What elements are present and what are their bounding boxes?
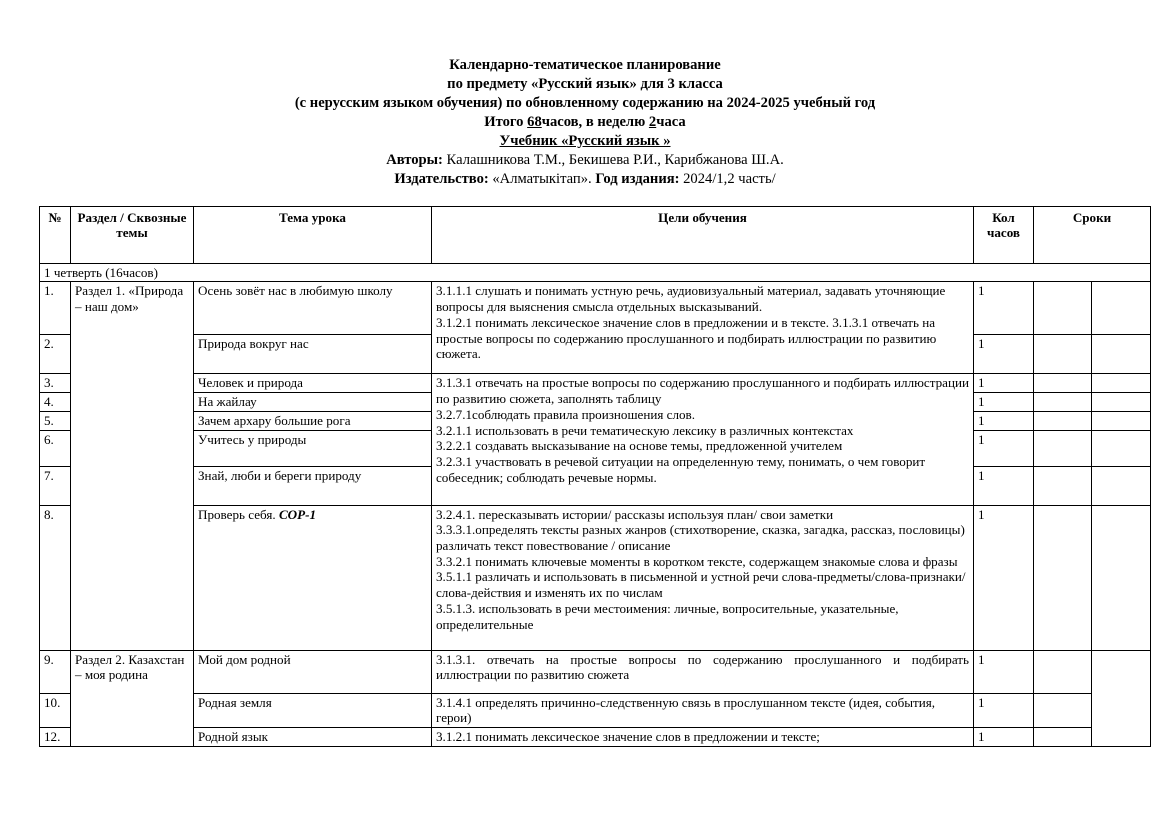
date-cell-start[interactable] [1034,335,1092,374]
weekly-hours-value: 2 [648,113,657,130]
hours-cell: 1 [974,466,1034,505]
hours-cell: 1 [974,650,1034,693]
theme-cell: На жайлау [194,393,432,412]
table-row[interactable] [40,282,1151,335]
hours-cell: 1 [974,505,1034,650]
date-cell-start[interactable] [1034,374,1092,393]
row-number: 7. [40,466,71,505]
table-row[interactable] [40,374,1151,393]
goals-cell-4: 3.1.3.1. отвечать на простые вопросы по содержанию прослушанного и подбирать иллюстрации по развитию сюжета [432,650,974,693]
quarter-banner: 1 четверть (16часов) [40,263,1151,282]
table-header-row [40,206,1151,263]
row-number: 4. [40,393,71,412]
table-row[interactable] [40,505,1151,650]
hours-cell: 1 [974,374,1034,393]
weekly-hours-suffix: часа [656,113,686,130]
date-cell-start[interactable] [1034,282,1092,335]
theme-cell [194,505,432,650]
date-cell-start[interactable] [1034,728,1092,747]
theme-cell: Учитесь у природы [194,430,432,466]
hours-cell: 1 [974,411,1034,430]
title-line-3: (с нерусским языком обучения) по обновленному содержанию на 2024-2025 учебный год [294,94,876,111]
hours-cell: 1 [974,728,1034,747]
date-cell-end[interactable] [1092,430,1151,466]
title-line-textbook [0,132,1170,151]
date-cell-start[interactable] [1034,505,1092,650]
table-body [40,263,1151,746]
publisher-value: «Алматыкiтап». [488,170,596,187]
header-dates: Сроки [1034,206,1151,263]
hours-cell: 1 [974,430,1034,466]
hours-cell: 1 [974,335,1034,374]
theme-cell: Родной язык [194,728,432,747]
theme-cell: Зачем архару большие рога [194,411,432,430]
row-number: 1. [40,282,71,335]
theme-cell: Мой дом родной [194,650,432,693]
total-hours-mid: часов, в неделю [541,113,649,130]
publication-year-label: Год издания: [595,170,680,187]
document-title-block [0,0,1170,189]
title-line-2: по предмету «Русский язык» для 3 класса [447,75,723,92]
date-cell-end[interactable] [1092,374,1151,393]
total-hours-value: 68 [527,113,542,130]
assessment-label: СОР-1 [278,506,317,522]
date-cell-start[interactable] [1034,393,1092,412]
theme-cell: Осень зовёт нас в любимую школу [194,282,432,335]
date-cell-end[interactable] [1092,411,1151,430]
theme-text: Проверь себя. [198,506,279,522]
authors-label: Авторы: [386,151,443,168]
section-cell-1: Раздел 1. «Природа – наш дом» [71,282,194,650]
textbook-label: Учебник «Русский язык » [499,132,671,149]
date-cell-end[interactable] [1092,282,1151,335]
title-line-authors [0,151,1170,170]
planning-table-wrapper [39,206,1150,747]
hours-cell: 1 [974,393,1034,412]
quarter-banner-row [40,263,1151,282]
goals-cell-3: 3.2.4.1. пересказывать истории/ рассказы используя план/ свои заметки 3.3.3.1.определять тексты разных жанров (стихотворение, сказка, загадка, рассказ, пословицы) различать текст повествование / описание 3.3.2.1 понимать ключевые моменты в коротком тексте, содержащем знакомые слова и фразы 3.5.1.1 различать и использовать в письменной и устной речи слова-предметы/слова-признаки/ слова-действия и изменять их по числам 3.5.1.3. использовать в речи местоимения: личные, вопросительные, указательные, определительные [432,505,974,650]
hours-cell: 1 [974,282,1034,335]
date-cell-end[interactable] [1092,335,1151,374]
goals-cell-2: 3.1.3.1 отвечать на простые вопросы по содержанию прослушанного и подбирать иллюстрации по развитию сюжета, заполнять таблицу 3.2.7.1соблюдать правила произношения слов. 3.2.1.1 использовать в речи тематическую лексику в различных контекстах 3.2.2.1 создавать высказывание на основе темы, предложенной учителем 3.2.3.1 участвовать в речевой ситуации на определенную тему, понимать, о чем говорит собеседник; соблюдать речевые нормы. [432,374,974,505]
theme-cell: Родная земля [194,693,432,727]
title-line-1: Календарно-тематическое планирование [449,57,721,73]
goals-cell-6: 3.1.2.1 понимать лексическое значение слов в предложении и тексте; [432,728,974,747]
theme-cell: Человек и природа [194,374,432,393]
table-header [40,206,1151,263]
total-hours-prefix: Итого [484,113,528,130]
header-hours: Кол часов [974,206,1034,263]
date-cell-start[interactable] [1034,466,1092,505]
row-number: 12. [40,728,71,747]
publication-year-value: 2024/1,2 часть/ [679,170,776,187]
publisher-label: Издательство: [394,170,489,187]
goals-cell-1: 3.1.1.1 слушать и понимать устную речь, аудиовизуальный материал, задавать уточняющие вопросы для выяснения смысла отдельных высказываний. 3.1.2.1 понимать лексическое значение слов в предложении и в тексте. 3.1.3.1 отвечать на простые вопросы по содержанию прослушанного и подбирать иллюстрации по развитию сюжета. [432,282,974,374]
header-theme: Тема урока [194,206,432,263]
date-cell-end[interactable] [1092,505,1151,650]
date-cell-end[interactable] [1092,466,1151,505]
header-number: № [40,206,71,263]
title-line-total-hours [0,113,1170,132]
date-cell-start[interactable] [1034,650,1092,693]
section-cell-2: Раздел 2. Казахстан – моя родина [71,650,194,746]
row-number: 10. [40,693,71,727]
row-number: 2. [40,335,71,374]
row-number: 5. [40,411,71,430]
date-cell-end[interactable] [1092,650,1151,746]
row-number: 8. [40,505,71,650]
calendar-thematic-planning-table [39,206,1151,747]
authors-value: Калашникова Т.М., Бекишева Р.И., Карибжанова Ш.А. [442,151,784,168]
table-row[interactable] [40,728,1151,747]
theme-cell: Знай, люби и береги природу [194,466,432,505]
date-cell-start[interactable] [1034,693,1092,727]
row-number: 3. [40,374,71,393]
table-row[interactable] [40,693,1151,727]
goals-cell-5: 3.1.4.1 определять причинно-следственную связь в прослушанном тексте (идея, события, герои) [432,693,974,727]
table-row[interactable] [40,650,1151,693]
header-goals: Цели обучения [432,206,974,263]
theme-cell: Природа вокруг нас [194,335,432,374]
title-line-publisher [0,170,1170,189]
row-number: 9. [40,650,71,693]
date-cell-end[interactable] [1092,393,1151,412]
hours-cell: 1 [974,693,1034,727]
row-number: 6. [40,430,71,466]
date-cell-start[interactable] [1034,430,1092,466]
header-section: Раздел / Сквозные темы [71,206,194,263]
date-cell-start[interactable] [1034,411,1092,430]
